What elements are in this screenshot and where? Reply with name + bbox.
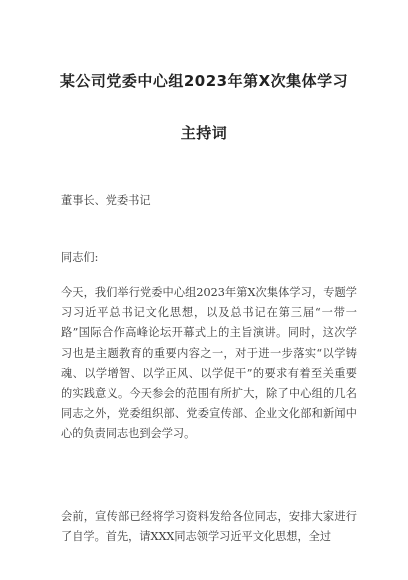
paragraph-preparation: 会前，宣传部已经将学习资料发给各位同志，安排大家进行了自学。首先，请XXX同志领学习近平文化思想，全过 (61, 510, 357, 544)
document-title: 某公司党委中心组2023年第X次集体学习 (59, 72, 349, 90)
paragraph-opening: 今天，我们举行党委中心组2023年第X次集体学习，专题学习习近平总书记文化思想，以及总书记在第三届“一带一路”国际合作高峰论坛开幕式上的主旨演讲。同时，这次学习也是主题教育的重要内容之一，对于进一步落实“以学铸魂、以学增智、以学正风、以学促干”的要求有着至关重要的实践意义。今天参会的范围有所扩大，除了中心组的几名同志之外，党委组织部、党委宣传部、企业文化部和新闻中心的负责同志也到会学习。 (61, 286, 357, 441)
document-subtitle: 主持词 (180, 124, 228, 142)
salutation-chairman: 董事长、党委书记 (61, 194, 151, 207)
salutation-comrades: 同志们: (61, 251, 99, 264)
